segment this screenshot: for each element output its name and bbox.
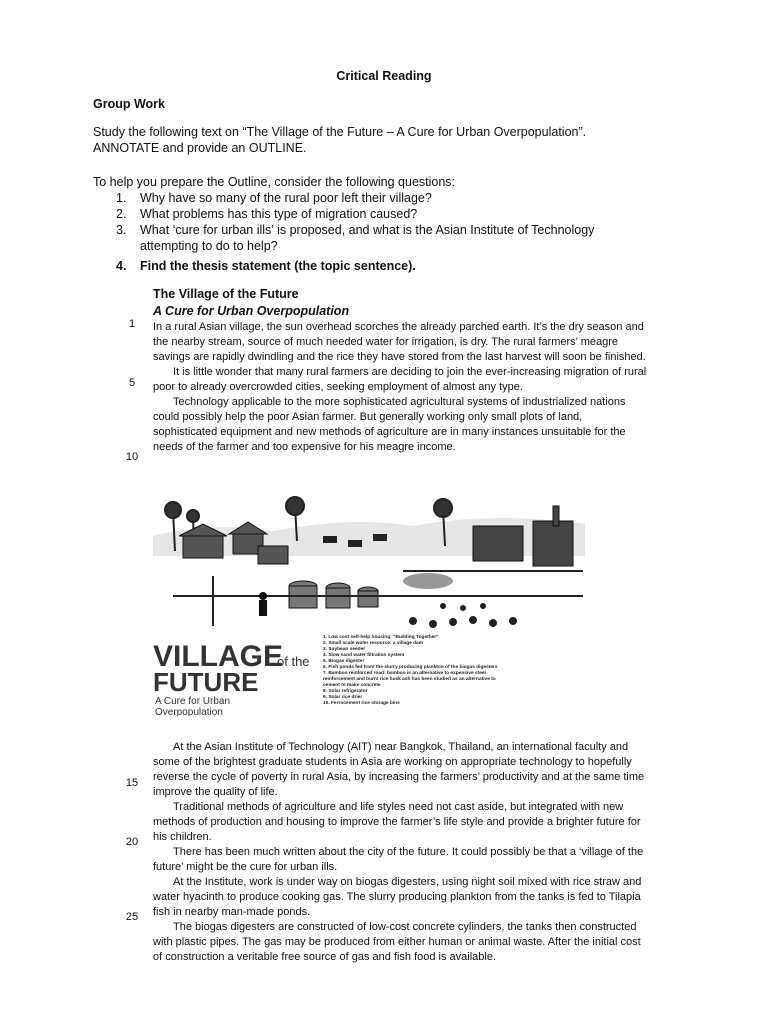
instruction-line-1: Study the following text on “The Village of the Future – A Cure for Urban Overpopulation”. — [93, 125, 587, 139]
legend-item: 4. Slow sand water filtration system — [323, 653, 405, 658]
village-illustration — [153, 496, 585, 716]
line-number: 10 — [125, 451, 139, 463]
figure-heading-future: FUTURE — [153, 667, 259, 697]
legend-item: 10. Ferrocement rice storage bins — [323, 701, 400, 706]
legend-item: cement to make concrete — [323, 683, 381, 688]
paragraph: It is little wonder that many rural farmers are deciding to join the ever-increasing migration of rural poor to already overcrowded cities, seeking employment of almost any type. — [153, 366, 647, 393]
legend-item: 8. Solar refrigerator — [323, 689, 368, 694]
paragraph: Traditional methods of agriculture and life styles need not cast aside, but integrated with new methods of production and housing to improve the farmer’s life style and provide a brighter future for his children. — [153, 801, 641, 843]
paragraph: The biogas digesters are constructed of low-cost concrete cylinders, the tanks then constructed with plastic pipes. The gas may be produced from either human or animal waste. After the initial cost of construction a veritable free source of gas and fish food is available. — [153, 921, 641, 963]
line-number: 20 — [125, 836, 139, 848]
instruction-line-2: ANNOTATE and provide an OUTLINE. — [93, 141, 307, 155]
person-icons — [259, 592, 267, 616]
line-number: 1 — [128, 318, 136, 330]
line-number: 5 — [128, 377, 136, 389]
article-title: The Village of the Future — [153, 287, 299, 301]
group-work-heading: Group Work — [93, 97, 165, 111]
paragraph: Technology applicable to the more sophisticated agricultural systems of industrialized nations could possibly help the poor Asian farmer. But generally working only small plots of land, sophisticated equipment and new methods of agriculture are in many instances unsuitable for the needs of the farmer and too expensive for his meagre income. — [153, 396, 626, 453]
legend-item: 3. Soybean seeder — [323, 647, 366, 652]
legend-item: 5. Biogas digester — [323, 659, 365, 664]
questions-prompt: To help you prepare the Outline, consider the following questions: — [93, 175, 456, 189]
figure-caption-1: A Cure for Urban — [155, 696, 231, 707]
paragraph: At the Asian Institute of Technology (AIT) near Bangkok, Thailand, an international faculty and some of the brightest graduate students in Asia are working on appropriate technology to hopefully reverse the cycle of poverty in rural Asia, by increasing the farmers’ productivity and at the same time improve the quality of life. — [153, 741, 645, 798]
legend-item: 1. Low cost self-help housing: “Building Together” — [323, 635, 439, 640]
questions-list — [93, 190, 653, 274]
paragraph: In a rural Asian village, the sun overhead scorches the already parched earth. It’s the dry season and the nearby stream, source of much needed water for irrigation, is dry. The rural farmers’ meagre savings are rapidly dwindling and the rice they have stored from the last harvest will soon be finished. — [153, 321, 646, 363]
legend-item: reinforcement and burnt rice husk ash has been studied as an alternative to — [323, 677, 496, 682]
question-item: 1. Why have so many of the rural poor left their village? — [116, 191, 432, 205]
figure-heading-village: VILLAGE — [153, 640, 284, 673]
fish-pond — [403, 573, 453, 589]
legend-item: 9. Solar rice drier — [323, 695, 363, 700]
legend-item: 2. Small scale water resource: a village dam — [323, 641, 423, 646]
page-title: Critical Reading — [336, 69, 432, 83]
legend-item: 6. Fish ponds fed from the slurry producing plankton of the biogas digesters — [323, 665, 498, 670]
figure-caption-2: Overpopulation — [155, 707, 223, 716]
legend-item: 7. Bamboo reinforced road: bamboo is an alternative to expensive steel — [323, 671, 486, 676]
paragraph: At the Institute, work is under way on biogas digesters, using night soil mixed with rice straw and water hyacinth to produce cooking gas. The slurry producing plankton from the tanks is fed to Tilapia fish in nearby man-made ponds. — [153, 876, 642, 918]
article-body-top — [153, 320, 647, 455]
instructions — [93, 124, 653, 156]
article-body-bottom — [153, 740, 647, 965]
line-number: 15 — [125, 777, 139, 789]
figure-heading-of-the: of the — [277, 654, 310, 669]
article-subtitle: A Cure for Urban Overpopulation — [153, 304, 350, 318]
line-number: 25 — [125, 911, 139, 923]
question-item: 4. Find the thesis statement (the topic sentence). — [116, 259, 416, 273]
questions-section — [93, 174, 653, 274]
question-item: 2. What problems has this type of migration caused? — [116, 207, 418, 221]
paragraph: There has been much written about the city of the future. It could possibly be that a ‘village of the future’ might be the cure for urban ills. — [153, 846, 644, 873]
question-item: 3. What ‘cure for urban ills’ is proposed, and what is the Asian Institute of Technology attempting to do to help? — [116, 223, 595, 253]
